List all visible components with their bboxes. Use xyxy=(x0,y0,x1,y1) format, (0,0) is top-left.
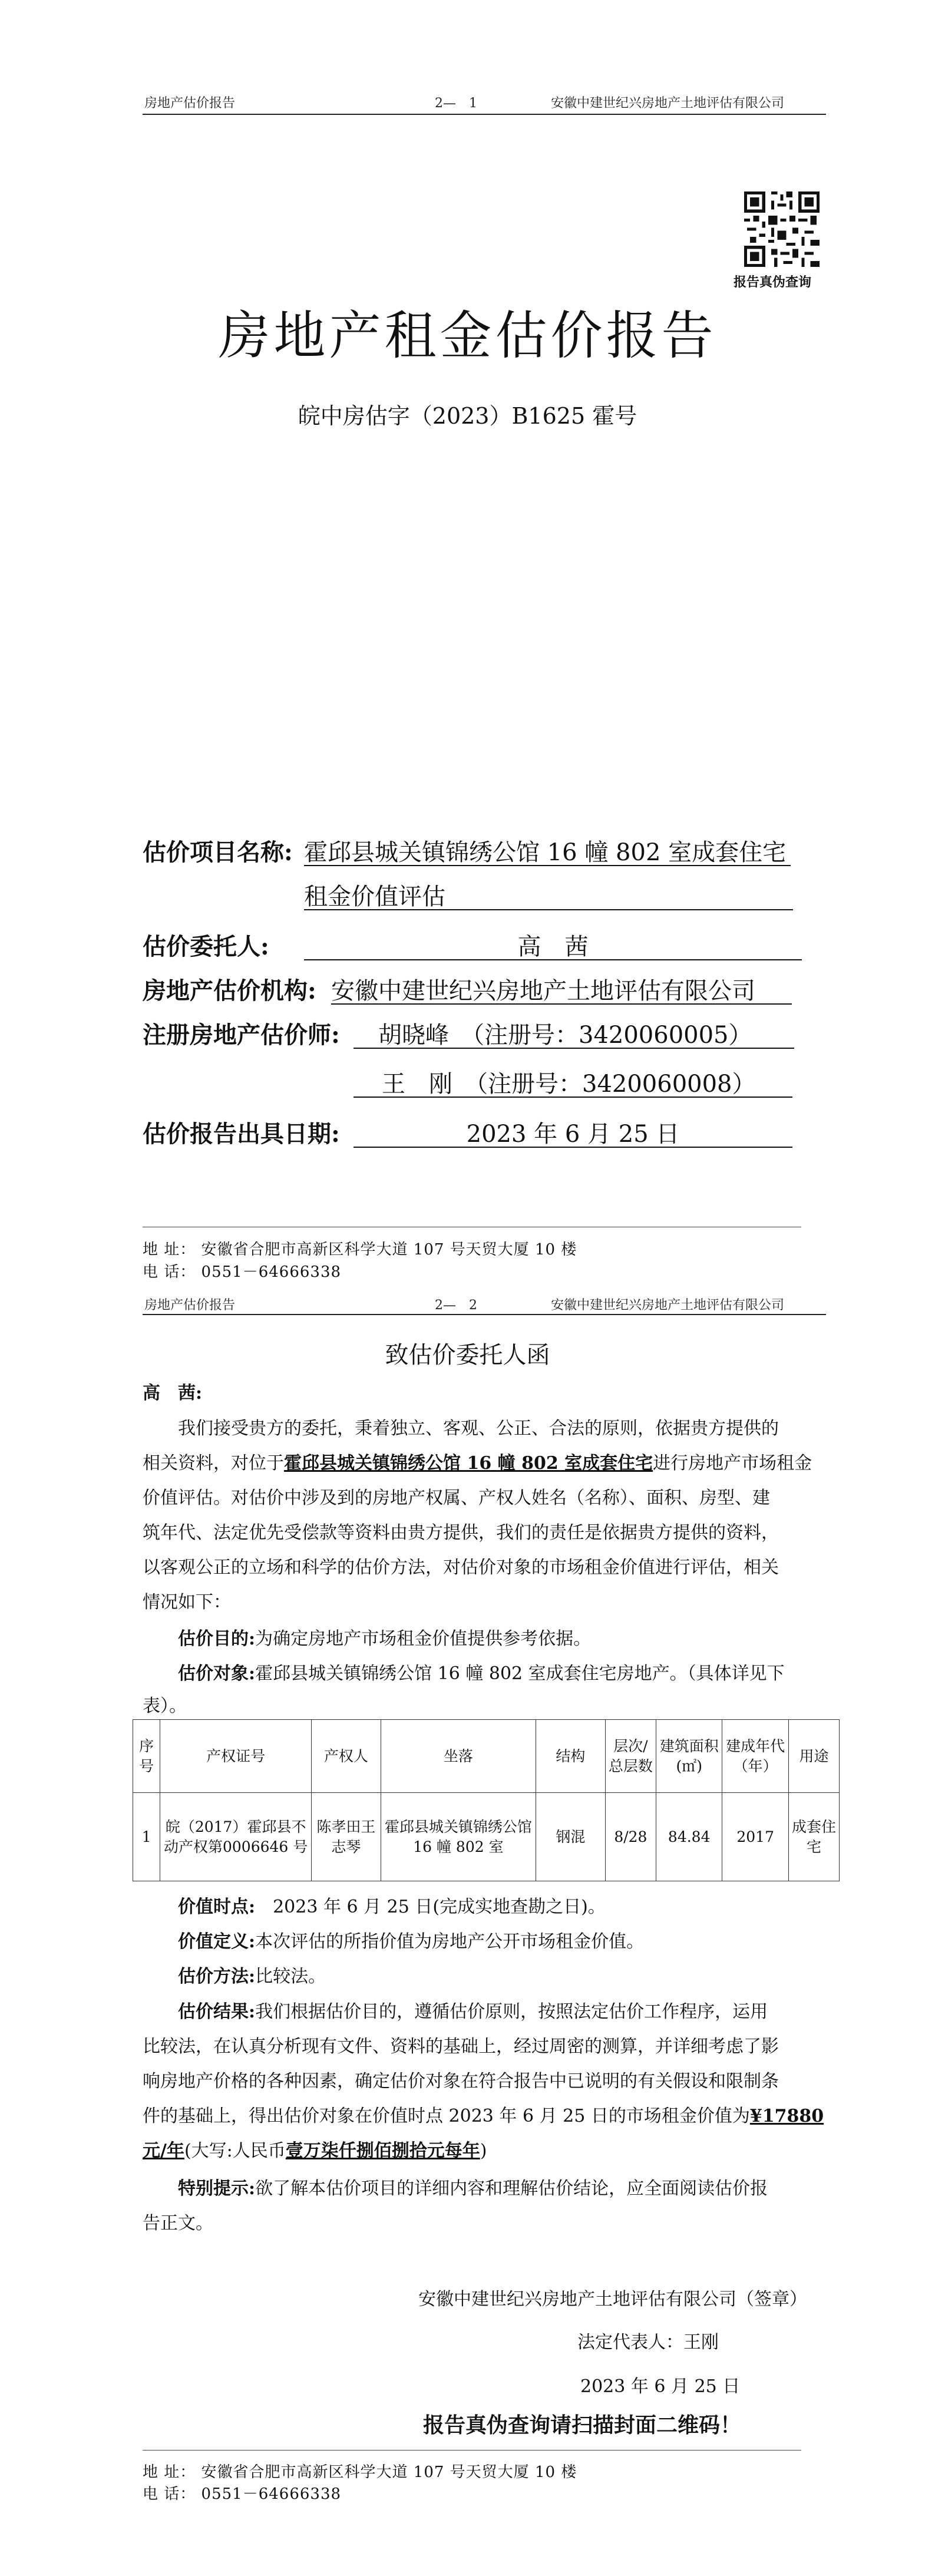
page2-header-page: 2— 2 xyxy=(435,1298,477,1313)
appraiser-2: 王 刚 （注册号：3420060008） xyxy=(382,1071,756,1098)
report-date-underline xyxy=(353,1147,792,1148)
para1-line2-pre: 相关资料，对位于 xyxy=(143,1453,284,1474)
client-underline xyxy=(304,959,802,960)
para1-line3: 价值评估。对估价中涉及到的房地产权属、产权人姓名（名称）、面积、房型、建 xyxy=(143,1488,770,1508)
td-floor: 8/28 xyxy=(605,1793,656,1881)
result-unit: 元/年 xyxy=(143,2141,184,2161)
result-line1 xyxy=(178,1994,768,2029)
td-cert: 皖（2017）霍邱县不动产权第0006646 号 xyxy=(160,1793,312,1881)
purpose-label: 估价目的: xyxy=(178,1629,256,1649)
project-label: 估价项目名称: xyxy=(143,838,293,866)
letter-title: 致估价委托人函 xyxy=(385,1342,550,1369)
th-area: 建筑面积(㎡) xyxy=(656,1720,722,1793)
value-time-text: 2023 年 6 月 25 日(完成实地查勘之日)。 xyxy=(273,1897,606,1917)
page2-footer-address: 地 址： 安徽省合肥市高新区科学大道 107 号天贸大厦 10 楼 xyxy=(143,2463,577,2481)
appraiser-1-underline xyxy=(353,1048,794,1049)
td-area: 84.84 xyxy=(656,1793,722,1881)
agency-label: 房地产估价机构: xyxy=(143,977,316,1005)
project-line2: 租金价值评估 xyxy=(304,883,445,910)
report-date-value: 2023 年 6 月 25 日 xyxy=(466,1121,680,1148)
td-no: 1 xyxy=(133,1793,160,1881)
table-row xyxy=(133,1793,840,1881)
page-title: 房地产租金估价报告 xyxy=(218,305,717,366)
object-line2: 表）。 xyxy=(143,1696,187,1716)
appraiser-2-underline xyxy=(353,1097,792,1098)
signature-date: 2023 年 6 月 25 日 xyxy=(580,2376,741,2397)
special-label: 特别提示: xyxy=(178,2178,256,2199)
qr-code-icon xyxy=(744,191,820,267)
para1-line4: 筑年代、法定优先受偿款等资料由贵方提供，我们的责任是依据贵方提供的资料， xyxy=(143,1523,779,1543)
client-value: 高 茜 xyxy=(517,933,589,960)
report-date-label: 估价报告出具日期: xyxy=(143,1120,340,1148)
appraisers-label: 注册房地产估价师: xyxy=(143,1021,340,1049)
purpose-line xyxy=(178,1621,591,1656)
td-year: 2017 xyxy=(722,1793,788,1881)
td-use: 成套住宅 xyxy=(788,1793,839,1881)
purpose-text: 为确定房地产市场租金价值提供参考依据。 xyxy=(255,1629,592,1649)
page2-header-rule xyxy=(143,1314,826,1315)
project-underline-2 xyxy=(304,909,793,910)
client-label: 估价委托人: xyxy=(143,933,269,960)
page1-header-page: 2— 1 xyxy=(435,96,477,111)
page2-footer-phone: 电 话： 0551－64666338 xyxy=(143,2485,342,2503)
object-text: 霍邱县城关镇锦绣公馆 16 幢 802 室成套住宅房地产。（具体详见下 xyxy=(255,1663,785,1684)
th-owner: 产权人 xyxy=(311,1720,381,1793)
agency-value: 安徽中建世纪兴房地产土地评估有限公司 xyxy=(331,977,755,1005)
salutation: 高 茜: xyxy=(143,1383,203,1403)
object-label: 估价对象: xyxy=(178,1663,256,1684)
method-line xyxy=(178,1959,326,1994)
value-def-text: 本次评估的所指价值为房地产公开市场租金价值。 xyxy=(255,1931,645,1952)
result-uppercase: 壹万柒仟捌佰捌拾元每年 xyxy=(285,2141,480,2161)
page1-footer-phone: 电 话： 0551－64666338 xyxy=(143,1263,342,1281)
appraiser-1: 胡晓峰 （注册号：3420060005） xyxy=(378,1022,752,1049)
result-line2: 比较法，在认真分析现有文件、资料的基础上，经过周密的测算，并详细考虑了影 xyxy=(143,2036,779,2057)
result-label: 估价结果: xyxy=(178,2002,256,2022)
page2-header-left: 房地产估价报告 xyxy=(144,1298,236,1313)
result-line3: 响房地产价格的各种因素，确定估价对象在符合报告中已说明的有关假设和限制条 xyxy=(143,2071,779,2092)
page1-header-right: 安徽中建世纪兴房地产土地评估有限公司 xyxy=(551,96,785,111)
project-line1: 霍邱县城关镇锦绣公馆 16 幢 802 室成套住宅 xyxy=(304,839,787,866)
result-uppercase-post: ) xyxy=(480,2141,487,2161)
result-text-1: 我们根据估价目的，遵循估价原则，按照法定估价工作程序，运用 xyxy=(255,2002,768,2022)
special-line1 xyxy=(178,2171,768,2206)
value-time-line xyxy=(178,1890,606,1924)
page1-header-left: 房地产估价报告 xyxy=(144,96,236,111)
result-line4-pre: 件的基础上，得出估价对象在价值时点 2023 年 6 月 25 日的市场租金价值为 xyxy=(143,2106,750,2126)
value-def-label: 价值定义: xyxy=(178,1931,256,1952)
th-use: 用途 xyxy=(788,1720,839,1793)
para1-line2 xyxy=(143,1446,812,1481)
qr-label: 报告真伪查询 xyxy=(734,275,812,290)
th-cert: 产权证号 xyxy=(160,1720,312,1793)
special-text-1: 欲了解本估价项目的详细内容和理解估价结论，应全面阅读估价报 xyxy=(255,2178,768,2199)
method-label: 估价方法: xyxy=(178,1966,256,1987)
property-table xyxy=(133,1719,840,1881)
special-line2: 告正文。 xyxy=(143,2213,213,2234)
result-line5 xyxy=(143,2134,487,2168)
td-structure: 钢混 xyxy=(536,1793,606,1881)
page2-header-right: 安徽中建世纪兴房地产土地评估有限公司 xyxy=(551,1298,785,1313)
th-structure: 结构 xyxy=(536,1720,606,1793)
value-def-line xyxy=(178,1924,644,1959)
para1-line2-post: 进行房地产市场租金 xyxy=(653,1453,812,1474)
td-owner: 陈孝田王志琴 xyxy=(311,1793,381,1881)
result-line4 xyxy=(143,2099,824,2134)
page1-header-rule xyxy=(143,114,826,115)
verify-notice: 报告真伪查询请扫描封面二维码！ xyxy=(423,2413,742,2438)
td-location: 霍邱县城关镇锦绣公馆 16 幢 802 室 xyxy=(381,1793,536,1881)
th-floor: 层次/总层数 xyxy=(605,1720,656,1793)
project-underline-1 xyxy=(304,865,791,866)
para1-line5: 以客观公正的立场和科学的估价方法，对估价对象的市场租金价值进行评估，相关 xyxy=(143,1557,779,1578)
property-name: 霍邱县城关镇锦绣公馆 16 幢 802 室成套住宅 xyxy=(284,1453,653,1474)
th-year: 建成年代（年） xyxy=(722,1720,788,1793)
th-no: 序号 xyxy=(133,1720,160,1793)
page1-footer-address: 地 址： 安徽省合肥市高新区科学大道 107 号天贸大厦 10 楼 xyxy=(143,1241,577,1259)
agency-underline xyxy=(331,1003,792,1005)
method-text: 比较法。 xyxy=(255,1966,326,1987)
para1-line1: 我们接受贵方的委托，秉着独立、客观、公正、合法的原则，依据贵方提供的 xyxy=(178,1418,779,1439)
th-location: 坐落 xyxy=(381,1720,536,1793)
value-time-label: 价值时点: xyxy=(178,1897,256,1917)
table-header-row xyxy=(133,1720,840,1793)
para1-line6: 情况如下： xyxy=(143,1592,231,1613)
signature-company: 安徽中建世纪兴房地产土地评估有限公司（签章） xyxy=(418,2289,807,2310)
signature-rep: 法定代表人：王刚 xyxy=(577,2332,719,2353)
result-amount: ¥17880 xyxy=(749,2106,824,2126)
document-number: 皖中房估字（2023）B1625 霍号 xyxy=(298,403,637,429)
object-line xyxy=(178,1656,785,1691)
result-uppercase-pre: (大写:人民币 xyxy=(184,2141,286,2161)
